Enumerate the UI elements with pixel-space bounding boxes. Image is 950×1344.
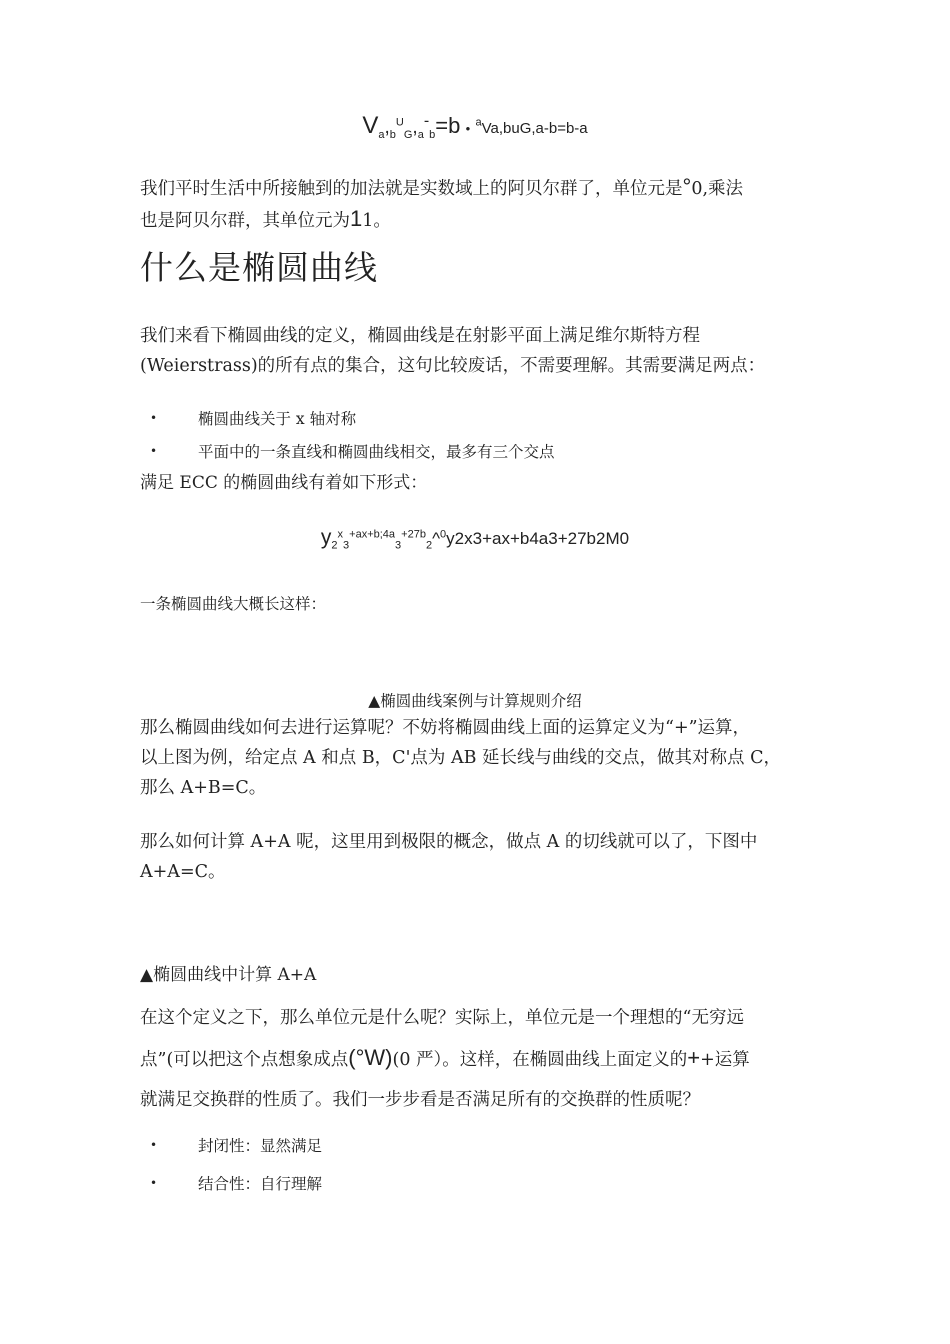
text-segment: 1。 — [362, 211, 391, 231]
curve-intro: 一条椭圆曲线大概长这样： — [140, 595, 327, 613]
list-item — [150, 1134, 322, 1156]
text-segment: (0 严）。这样，在椭圆曲线上面定义的 — [392, 1050, 688, 1070]
section-heading: 什么是椭圆曲线 — [140, 248, 378, 287]
bullet-icon: • — [150, 444, 158, 458]
infinity-point-symbol: (°W) — [348, 1045, 393, 1070]
formula-comma: , — [412, 117, 418, 138]
paragraph-line: A+A=C。 — [140, 862, 226, 882]
list-item — [150, 1172, 322, 1194]
formula-sup-dash: - — [423, 112, 430, 130]
text-segment: 点”(可以把这个点想象成点 — [140, 1050, 349, 1070]
paragraph-line: 那么 A+B=C。 — [140, 778, 267, 798]
text-segment: 0,乘法 — [691, 179, 744, 199]
list-item-text: 封闭性：显然满足 — [198, 1137, 323, 1155]
paragraph-addition — [140, 713, 840, 803]
text-segment: 也是阿贝尔群，其单位元为 — [140, 211, 350, 231]
formula-tail: y2x3+ax+b4a3+27b2M0 — [446, 529, 630, 548]
formula-sub-a2: a — [417, 128, 424, 141]
bullet-icon: • — [150, 1138, 158, 1152]
formula-ecc — [0, 526, 950, 551]
formula-tail: Va,buG,a-b=b-a — [481, 120, 588, 137]
formula-comma: , — [384, 117, 390, 138]
paragraph-abelian-examples — [140, 172, 820, 236]
formula-sub-b: b — [389, 128, 396, 141]
formula-sub: 2 — [331, 539, 338, 552]
paragraph-line: 那么椭圆曲线如何去进行运算呢？不妨将椭圆曲线上面的运算定义为“+”运算， — [140, 718, 751, 738]
formula-sup-u: U — [395, 116, 404, 129]
ecc-form-intro: 满足 ECC 的椭圆曲线有着如下形式： — [140, 473, 428, 493]
paragraph-definition — [140, 321, 840, 381]
list-item — [150, 440, 555, 462]
list-item-text: 结合性：自行理解 — [198, 1175, 323, 1193]
formula-caret: ^ — [432, 529, 441, 548]
formula-sub-b2: b — [429, 128, 436, 141]
paragraph-identity — [140, 998, 840, 1120]
formula-y: y — [320, 526, 332, 549]
formula-dot: • — [465, 121, 471, 136]
degree-symbol: ° — [682, 174, 692, 199]
paragraph-line: 在这个定义之下，那么单位元是什么呢？实际上，单位元是一个理想的“无穷远 — [140, 1008, 744, 1028]
paragraph-line: 那么如何计算 A+A 呢，这里用到极限的概念，做点 A 的切线就可以了，下图中 — [140, 832, 758, 852]
figure-caption: ▲椭圆曲线案例与计算规则介绍 — [368, 692, 582, 710]
formula-sup-a: a — [475, 116, 482, 129]
paragraph-line: 就满足交换群的性质了。我们一步步看是否满足所有的交换群的性质呢？ — [140, 1090, 700, 1110]
paragraph-line: 我们来看下椭圆曲线的定义，椭圆曲线是在射影平面上满足维尔斯特方程 — [140, 326, 700, 346]
paragraph-doubling — [140, 827, 840, 887]
plus-symbol: + — [687, 1045, 701, 1070]
bullet-icon: • — [150, 411, 158, 425]
formula-sub-a: a — [378, 128, 385, 141]
formula-sub: 2 — [425, 539, 433, 552]
formula-abelian — [0, 112, 950, 141]
formula-sup: x — [337, 528, 344, 541]
formula-sup: +ax+b;4a — [349, 528, 396, 541]
formula-sup: +27b — [401, 528, 426, 541]
big-one: 1 — [350, 206, 363, 231]
figure-caption: ▲椭圆曲线中计算 A+A — [140, 965, 317, 985]
paragraph-line — [140, 1038, 840, 1080]
formula-v: V — [362, 112, 379, 139]
text-segment: 我们平时生活中所接触到的加法就是实数域上的阿贝尔群了，单位元是 — [140, 179, 683, 199]
bullet-icon: • — [150, 1176, 158, 1190]
list-item-text: 平面中的一条直线和椭圆曲线相交，最多有三个交点 — [198, 443, 555, 461]
list-item-text: 椭圆曲线关于 x 轴对称 — [198, 410, 357, 428]
formula-sup: 0 — [440, 528, 447, 541]
paragraph-line: 以上图为例，给定点 A 和点 B，C'点为 AB 延长线与曲线的交点，做其对称点 C， — [140, 748, 781, 768]
formula-sub-g: G — [403, 128, 413, 141]
formula-sub: 3 — [395, 539, 402, 552]
list-item — [150, 407, 356, 429]
paragraph-line: (Weierstrass)的所有点的集合，这句比较废话，不需要理解。其需要满足两点： — [140, 356, 766, 376]
formula-eq: =b — [435, 113, 461, 138]
paragraph-line — [140, 172, 820, 204]
text-segment: +运算 — [700, 1050, 750, 1070]
paragraph-line — [140, 204, 820, 236]
formula-sub: 3 — [343, 539, 350, 552]
